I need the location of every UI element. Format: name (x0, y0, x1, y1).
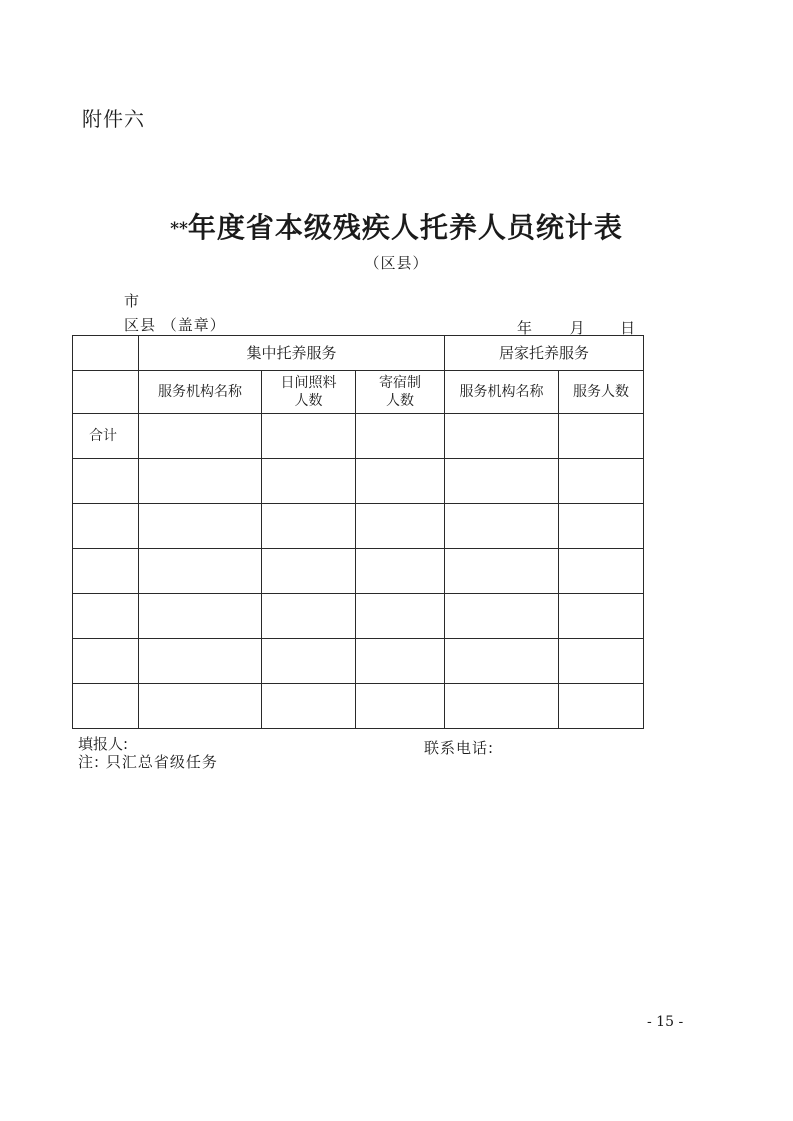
table-cell[interactable] (73, 549, 139, 594)
table-cell[interactable] (262, 504, 356, 549)
table-cell[interactable] (559, 684, 644, 729)
daycare-header-line2: 人数 (294, 393, 323, 409)
table-cell[interactable] (139, 414, 262, 459)
table-cell[interactable] (356, 414, 445, 459)
table-cell[interactable] (262, 594, 356, 639)
table-cell[interactable] (445, 459, 559, 504)
table-cell[interactable] (139, 639, 262, 684)
table-cell[interactable] (559, 459, 644, 504)
table-cell[interactable] (445, 639, 559, 684)
table-cell[interactable] (445, 504, 559, 549)
table-cell[interactable] (356, 639, 445, 684)
boarding-header-line1: 寄宿制 (379, 375, 422, 391)
table-cell[interactable] (73, 639, 139, 684)
table-header-row-groups (73, 336, 644, 371)
table-cell[interactable] (139, 459, 262, 504)
document-subtitle: （区县） (364, 254, 429, 272)
centralized-org-name-header: 服务机构名称 (139, 371, 262, 414)
home-org-name-header: 服务机构名称 (445, 371, 559, 414)
table-cell[interactable] (559, 549, 644, 594)
table-cell[interactable] (262, 639, 356, 684)
contact-phone-label: 联系电话: (424, 739, 495, 757)
date-year-label: 年 (517, 319, 533, 337)
table-header-row-columns (73, 371, 644, 414)
home-service-header: 居家托养服务 (445, 336, 644, 371)
boarding-count-header (356, 371, 445, 414)
table-cell[interactable] (73, 504, 139, 549)
table-cell[interactable] (445, 684, 559, 729)
document-title (0, 206, 793, 246)
table-row (73, 549, 644, 594)
table-row-label-header (73, 371, 139, 414)
table-cell[interactable] (262, 549, 356, 594)
date-day-label: 日 (620, 319, 636, 337)
table-cell[interactable] (559, 639, 644, 684)
boarding-header-line2: 人数 (386, 393, 415, 409)
daycare-count-header (262, 371, 356, 414)
title-prefix: ** (170, 219, 188, 239)
table-row (73, 594, 644, 639)
table-cell[interactable] (356, 504, 445, 549)
district-seal-label: 区县 （盖章） (124, 316, 226, 334)
daycare-header-line1: 日间照料 (280, 375, 337, 391)
centralized-service-header: 集中托养服务 (139, 336, 445, 371)
table-cell[interactable] (445, 414, 559, 459)
table-cell[interactable] (559, 594, 644, 639)
footnote: 注: 只汇总省级任务 (78, 753, 218, 771)
table-cell[interactable] (356, 549, 445, 594)
table-cell[interactable] (262, 684, 356, 729)
table-row (73, 504, 644, 549)
table-cell[interactable] (139, 594, 262, 639)
date-month-label: 月 (569, 319, 585, 337)
filler-label: 填报人: (78, 735, 129, 753)
table-cell[interactable] (139, 549, 262, 594)
table-row (73, 684, 644, 729)
table-cell[interactable] (559, 504, 644, 549)
table-cell[interactable] (262, 414, 356, 459)
table-cell[interactable] (356, 594, 445, 639)
city-field-label: 市 (124, 292, 140, 310)
home-service-count-header: 服务人数 (559, 371, 644, 414)
table-cell[interactable] (356, 684, 445, 729)
page-number: - 15 - (647, 1014, 684, 1030)
table-total-row (73, 414, 644, 459)
statistics-table (72, 335, 644, 729)
attachment-label: 附件六 (82, 107, 145, 131)
total-label-cell: 合计 (73, 414, 139, 459)
table-cell[interactable] (139, 504, 262, 549)
table-row (73, 639, 644, 684)
table-cell[interactable] (73, 594, 139, 639)
title-text: 年度省本级残疾人托养人员统计表 (187, 211, 623, 244)
table-cell[interactable] (73, 684, 139, 729)
table-cell[interactable] (445, 594, 559, 639)
table-cell[interactable] (73, 459, 139, 504)
table-cell[interactable] (445, 549, 559, 594)
table-corner-cell (73, 336, 139, 371)
table-row (73, 459, 644, 504)
table-cell[interactable] (262, 459, 356, 504)
table-cell[interactable] (139, 684, 262, 729)
table-cell[interactable] (559, 414, 644, 459)
table-cell[interactable] (356, 459, 445, 504)
